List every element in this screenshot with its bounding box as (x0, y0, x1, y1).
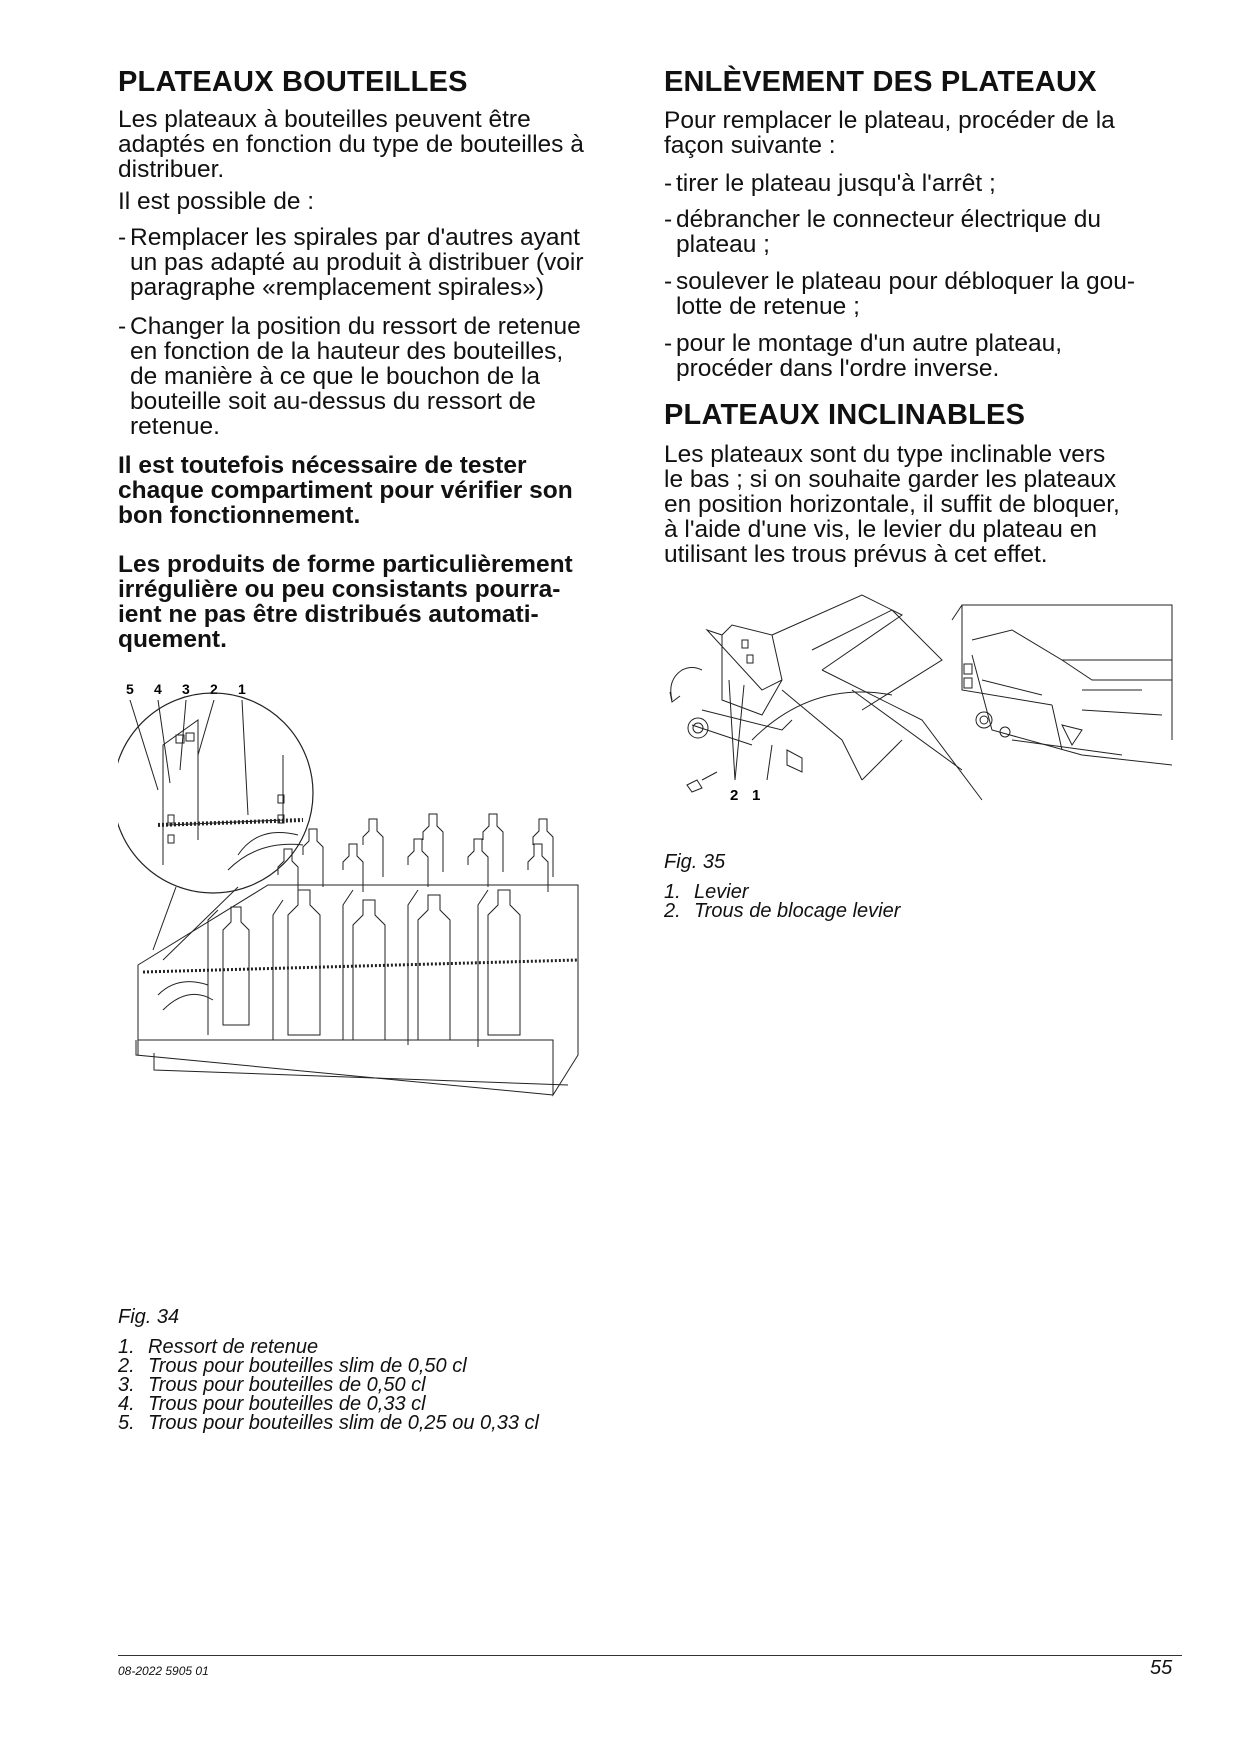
note-test-compartment: Il est toutefois nécessaire de tester chaque compartiment pour vérifier son bon fonctionnement. (118, 452, 573, 529)
section-title-plateaux-bouteilles: PLATEAUX BOUTEILLES (118, 66, 468, 98)
callout-2: 2 (210, 681, 218, 697)
section-title-inclinables: PLATEAUX INCLINABLES (664, 399, 1026, 431)
callout-4: 4 (154, 681, 162, 697)
list-item: - Remplacer les spirales par d'autres ayant un pas adapté au produit à distribuer (voir paragraphe «remplacement spirales») (118, 224, 584, 301)
legend-item: 1. Levier (664, 881, 749, 903)
legend-item: 4. Trous pour bouteilles de 0,33 cl (118, 1393, 426, 1415)
callout-3: 3 (182, 681, 190, 697)
callout-1: 1 (752, 787, 761, 804)
fig34-legend (118, 1338, 539, 1433)
legend-item: 3. Trous pour bouteilles de 0,50 cl (118, 1374, 426, 1396)
possible-text: Il est possible de : (118, 188, 315, 215)
legend-item: 2. Trous de blocage levier (664, 900, 901, 922)
document-code: 08-2022 5905 01 (118, 1664, 209, 1678)
fig34-caption: Fig. 34 (118, 1306, 180, 1328)
list-item: - Changer la position du ressort de retenue en fonction de la hauteur des bouteilles, de manière à ce que le bouchon de la bouteille soit au-dessus du ressort de retenue. (118, 313, 581, 440)
legend-item: 1. Ressort de retenue (118, 1336, 319, 1358)
list-item: - tirer le plateau jusqu'à l'arrêt ; (664, 170, 996, 197)
footer-divider (118, 1655, 1182, 1656)
page-number: 55 (1150, 1657, 1173, 1679)
list-item: - débrancher le connecteur électrique du plateau ; (664, 206, 1101, 258)
bottle-tray-illustration (118, 675, 638, 1235)
list-item: - pour le montage d'un autre plateau, procéder dans l'ordre inverse. (664, 330, 1063, 382)
legend-item: 5. Trous pour bouteilles slim de 0,25 ou 0,33 cl (118, 1412, 539, 1434)
list-item: - soulever le plateau pour débloquer la gou- lotte de retenue ; (664, 268, 1136, 320)
tilting-tray-illustration (662, 580, 1182, 830)
enlevement-intro: Pour remplacer le plateau, procéder de la façon suivante : (664, 107, 1115, 159)
fig35-legend (664, 883, 900, 921)
intro-paragraph: Les plateaux à bouteilles peuvent être adaptés en fonction du type de bouteilles à distribuer. (118, 106, 584, 183)
section-title-enlevement: ENLÈVEMENT DES PLATEAUX (664, 66, 1097, 98)
legend-item: 2. Trous pour bouteilles slim de 0,50 cl (118, 1355, 467, 1377)
callout-2: 2 (730, 787, 739, 804)
note-irregular-products: Les produits de forme particulièrement irrégulière ou peu consistants pourra- ient ne pas être distribués automati- quement. (118, 551, 573, 653)
callout-5: 5 (126, 681, 134, 697)
callout-1: 1 (238, 681, 246, 697)
inclinables-paragraph: Les plateaux sont du type inclinable vers le bas ; si on souhaite garder les plateaux en position horizontale, il suffit de bloquer, à l'aide d'une vis, le levier du plateau en utilisant les trous prévus à cet effet. (664, 441, 1120, 568)
fig35-caption: Fig. 35 (664, 851, 726, 873)
